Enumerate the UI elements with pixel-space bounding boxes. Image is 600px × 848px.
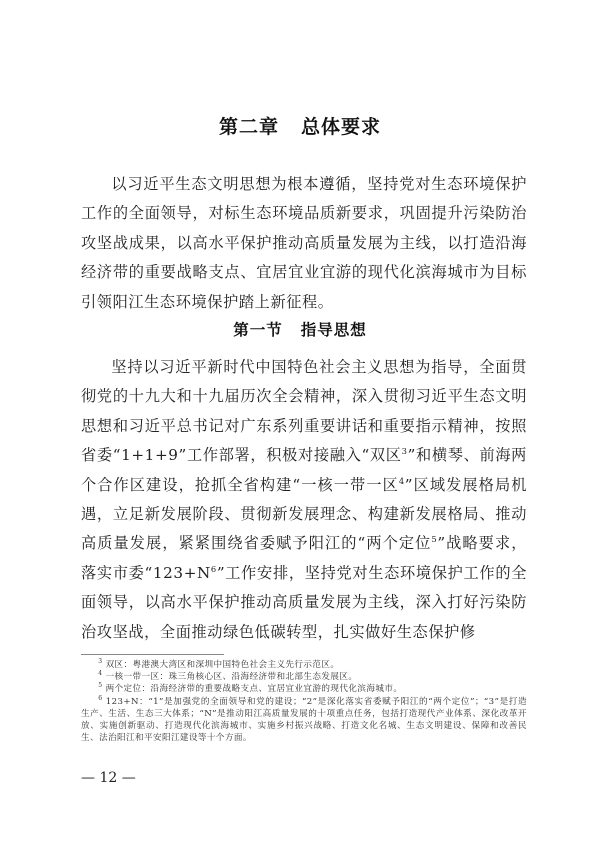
intro-paragraph: 以习近平生态文明思想为根本遵循，坚持党对生态环境保护工作的全面领导，对标生态环境品质新要求，巩固提升污染防治攻坚战成果，以高水平保护推动高质量发展为主线，以打造沿海经济带的重要战略支点、宜居宜业宜游的现代化滨海城市为目标引领阳江生态环境保护踏上新征程。 bbox=[81, 175, 527, 311]
footnote-ref-3[interactable]: 3 bbox=[401, 446, 408, 457]
footnote-ref-5[interactable]: 5 bbox=[431, 534, 438, 545]
guiding-text-5: ”工作安排，坚持党对生态环境保护工作的全面领导，以高水平保护推动高质量发展为主线，深入打好污染防治攻坚战，全面推动绿色低碳转型，扎实做好生态保护修 bbox=[81, 563, 527, 641]
section-number: 第一节 bbox=[233, 320, 283, 339]
footnote-5 bbox=[81, 683, 527, 695]
footnote-mark: 3 bbox=[98, 658, 103, 666]
footnote-ref-6[interactable]: 6 bbox=[210, 563, 217, 574]
footnote-mark: 5 bbox=[98, 682, 103, 690]
footnote-text: 两个定位：沿海经济带的重要战略支点、宜居宜业宜游的现代化滨海城市。 bbox=[105, 684, 403, 695]
page-number: — 12 — bbox=[81, 770, 136, 786]
section-title bbox=[0, 318, 600, 340]
guiding-text-4: ”战略要求，落实市委“123+N bbox=[81, 534, 527, 582]
footnote-text: 一核一带一区：珠三角核心区、沿海经济带和北部生态发展区。 bbox=[105, 672, 358, 683]
footnote-text: 123+N：“1”是加强党的全面领导和党的建设；“2”是深化落实省委赋予阳江的“两个定位”；“3”是打造生产、生活、生态三大体系；“N”是推动阳江高质量发展的十项重点任务，包括打造现代产业体系、深化改革开放、实施创新驱动、打造现代化滨海城市、实施乡村振兴战略、打造文化名城、生态文明建设、保障和改善民生、法治阳江和平安阳江建设等十个方面。 bbox=[81, 696, 527, 744]
footnote-mark: 6 bbox=[98, 694, 103, 702]
footnote-text: 双区：粤港澳大湾区和深圳中国特色社会主义先行示范区。 bbox=[105, 660, 340, 670]
guiding-text-3: ”区域发展格局机遇，立足新发展阶段、贯彻新发展理念、构建新发展格局、推动高质量发展，紧紧围绕省委赋予阳江的“两个定位 bbox=[81, 475, 527, 553]
footnote-6 bbox=[81, 696, 527, 745]
chapter-title bbox=[0, 112, 600, 139]
section-name: 指导思想 bbox=[300, 320, 367, 339]
chapter-name: 总体要求 bbox=[301, 116, 382, 138]
footnote-mark: 4 bbox=[98, 670, 103, 678]
guiding-paragraph bbox=[81, 353, 527, 647]
guiding-text-2: ”和横琴、前海两个合作区建设，抢抓全省构建“一核一带一区 bbox=[81, 446, 527, 494]
footnote-ref-4[interactable]: 4 bbox=[398, 475, 405, 486]
guiding-text-1: 坚持以习近平新时代中国特色社会主义思想为指导，全面贯彻党的十九大和十九届历次全会精神，深入贯彻习近平生态文明思想和习近平总书记对广东系列重要讲话和重要指示精神，按照省委“1+1+9”工作部署，积极对接融入“双区 bbox=[81, 358, 527, 465]
footnote-divider bbox=[81, 654, 224, 655]
footnotes bbox=[81, 659, 527, 744]
chapter-number: 第二章 bbox=[218, 116, 279, 138]
footnote-3 bbox=[81, 659, 527, 671]
footnote-4 bbox=[81, 671, 527, 683]
